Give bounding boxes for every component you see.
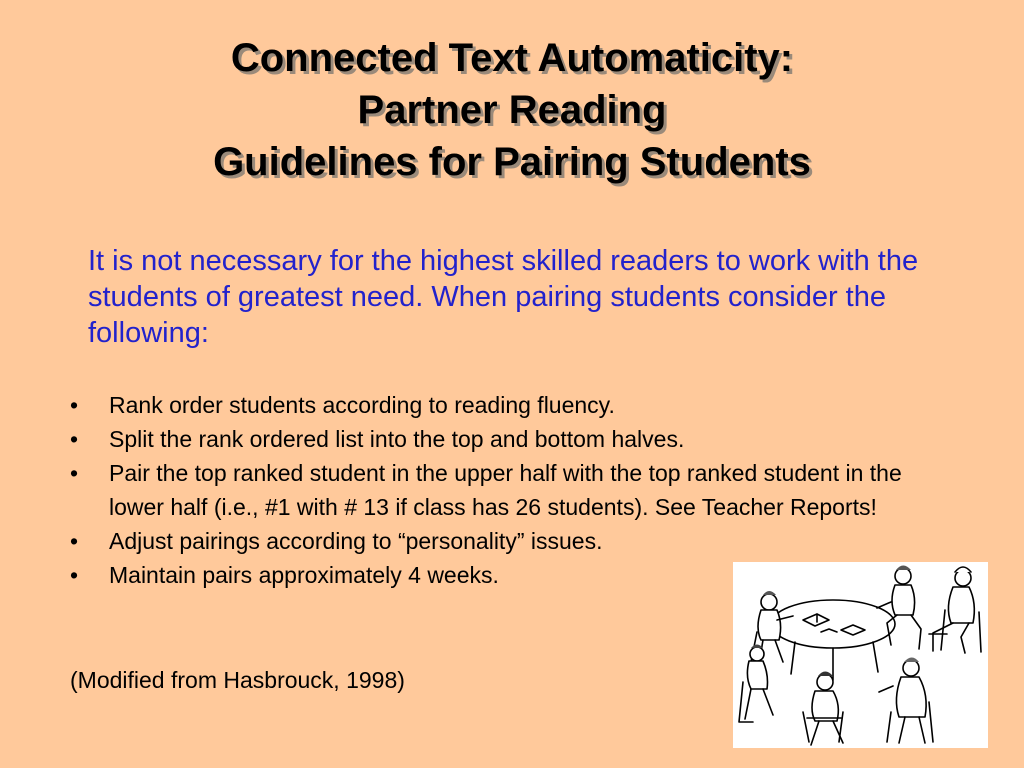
bullet-icon: • [70,426,79,452]
title-line-2: Partner Reading [357,88,667,132]
slide-title [0,32,1024,188]
intro-text: It is not necessary for the highest skilled readers to work with the students of greatest need. When pairing students consider the following: [88,245,919,349]
list-item [66,388,946,422]
students-around-table-icon [733,562,988,748]
list-item [66,422,946,456]
list-item [66,456,946,524]
bullet-icon: • [70,562,79,588]
list-item-text: Pair the top ranked student in the upper half with the top ranked student in the lower half (i.e., #1 with # 13 if class has 26 students). See Teacher Reports! [109,460,902,520]
list-item-text: Rank order students according to reading fluency. [109,392,615,418]
title-line-3: Guidelines for Pairing Students [213,140,811,184]
citation: (Modified from Hasbrouck, 1998) [70,667,405,693]
list-item-text: Maintain pairs approximately 4 weeks. [109,562,499,588]
title-line-1: Connected Text Automaticity: [230,36,794,80]
list-item-text: Adjust pairings according to “personality” issues. [109,528,603,554]
bullet-icon: • [70,460,79,486]
list-item [66,524,946,558]
bullet-icon: • [70,392,79,418]
bullet-icon: • [70,528,79,554]
list-item-text: Split the rank ordered list into the top and bottom halves. [109,426,685,452]
